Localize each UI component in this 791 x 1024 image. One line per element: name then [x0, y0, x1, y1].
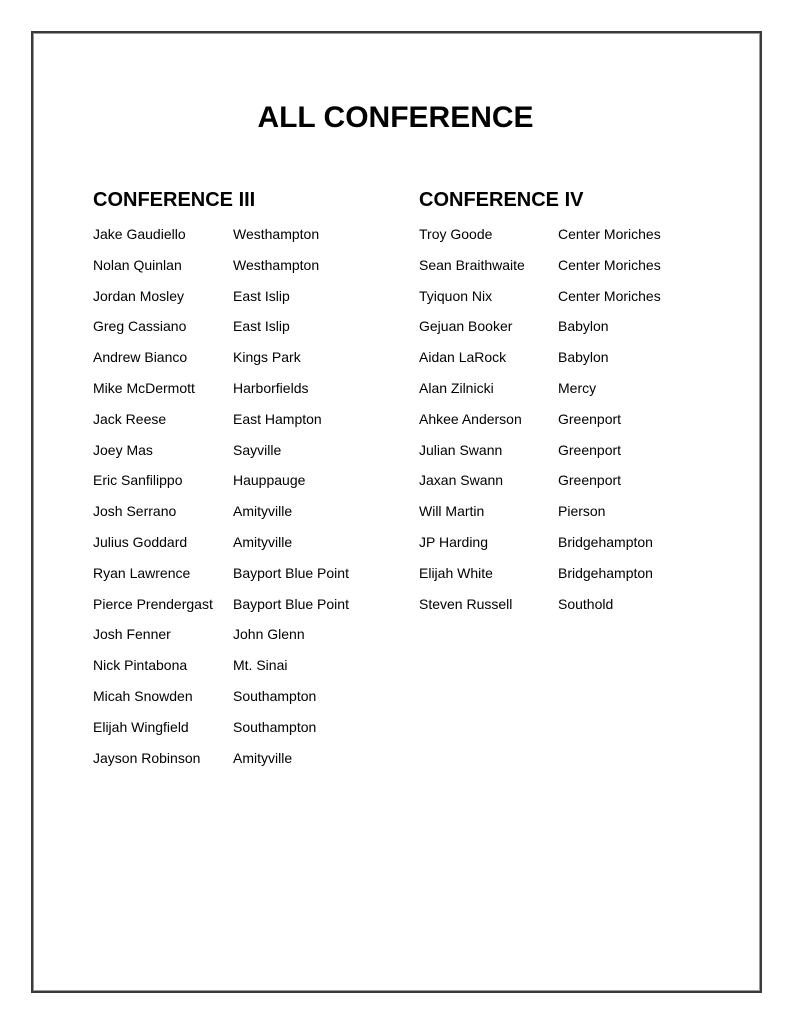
player-name: JP Harding	[419, 533, 489, 550]
player-name: Ahkee Anderson	[419, 410, 522, 427]
player-name: Alan Zilnicki	[419, 379, 494, 396]
roster-row	[93, 287, 290, 319]
conference-iii-section	[93, 188, 349, 780]
player-name: Pierce Prendergast	[93, 595, 213, 612]
roster-row	[419, 564, 653, 596]
school-name: Greenport	[558, 410, 622, 427]
school-name: Amityville	[233, 503, 293, 520]
player-name: Sean Braithwaite	[419, 256, 525, 273]
conference-iv-heading: CONFERENCE IV	[419, 189, 584, 211]
roster-row	[93, 472, 306, 503]
school-name: Amityville	[233, 749, 293, 766]
roster-row	[93, 595, 349, 627]
school-name: Babylon	[558, 318, 609, 335]
school-name: Kings Park	[233, 349, 301, 366]
roster-row	[93, 749, 293, 781]
player-name: Will Martin	[419, 503, 485, 520]
school-name: Southold	[558, 595, 614, 612]
player-name: Jake Gaudiello	[93, 226, 186, 242]
roster-row	[419, 379, 597, 411]
player-name: Josh Serrano	[93, 503, 177, 520]
school-name: John Glenn	[233, 626, 305, 643]
roster-row	[93, 256, 320, 288]
school-name: Mercy	[558, 379, 597, 396]
conference-iii-heading: CONFERENCE III	[93, 189, 256, 211]
roster-row	[93, 657, 288, 688]
school-name: Mt. Sinai	[233, 657, 288, 674]
player-name: Joey Mas	[93, 441, 153, 458]
school-name: Pierson	[558, 503, 606, 520]
player-name: Gejuan Booker	[419, 318, 513, 335]
roster-row	[419, 533, 653, 565]
roster-row	[93, 503, 293, 534]
school-name: Hauppauge	[233, 472, 306, 489]
school-name: Greenport	[558, 472, 622, 489]
roster-row	[419, 410, 622, 442]
roster-row	[419, 256, 661, 288]
roster-row	[93, 441, 282, 473]
player-name: Julian Swann	[419, 441, 503, 458]
school-name: Harborfields	[233, 379, 309, 396]
roster-row	[93, 718, 317, 750]
school-name: East Islip	[233, 318, 290, 335]
school-name: Bayport Blue Point	[233, 595, 349, 612]
roster-row	[93, 379, 309, 411]
roster-row	[419, 472, 622, 503]
player-name: Aidan LaRock	[419, 349, 507, 366]
player-name: Tyiquon Nix	[419, 287, 493, 304]
roster-row	[419, 441, 622, 473]
school-name: Center Moriches	[558, 256, 661, 273]
school-name: Southampton	[233, 687, 317, 704]
roster-row	[419, 226, 661, 257]
player-name: Elijah White	[419, 564, 493, 581]
roster-row	[419, 349, 609, 380]
player-name: Elijah Wingfield	[93, 718, 189, 735]
player-name: Josh Fenner	[93, 626, 171, 643]
school-name: East Islip	[233, 287, 290, 304]
player-name: Jaxan Swann	[419, 472, 504, 489]
school-name: Westhampton	[233, 256, 320, 273]
roster-row	[93, 318, 290, 349]
roster-row	[419, 287, 661, 319]
page-title: ALL CONFERENCE	[257, 101, 534, 134]
roster-row	[93, 533, 293, 565]
school-name: Sayville	[233, 441, 282, 458]
player-name: Jayson Robinson	[93, 749, 201, 766]
roster-row	[93, 687, 317, 719]
school-name: Babylon	[558, 349, 609, 366]
roster-row	[419, 503, 606, 534]
roster-row	[93, 226, 320, 257]
player-name: Mike McDermott	[93, 379, 195, 396]
school-name: Bayport Blue Point	[233, 564, 349, 581]
player-name: Steven Russell	[419, 595, 513, 612]
player-name: Eric Sanfilippo	[93, 472, 183, 489]
conference-iv-section	[419, 188, 661, 626]
player-name: Ryan Lawrence	[93, 564, 191, 581]
player-name: Jack Reese	[93, 410, 167, 427]
school-name: Center Moriches	[558, 226, 661, 242]
player-name: Greg Cassiano	[93, 318, 187, 335]
roster-row	[93, 564, 349, 596]
school-name: Westhampton	[233, 226, 320, 242]
school-name: Greenport	[558, 441, 622, 458]
roster-row	[93, 349, 301, 380]
school-name: Bridgehampton	[558, 564, 653, 581]
roster-row	[93, 626, 305, 657]
roster-row	[419, 595, 614, 627]
conference-iii-list	[93, 226, 349, 780]
school-name: East Hampton	[233, 410, 322, 427]
player-name: Andrew Bianco	[93, 349, 188, 366]
school-name: Center Moriches	[558, 287, 661, 304]
player-name: Julius Goddard	[93, 533, 188, 550]
roster-row	[93, 410, 322, 442]
school-name: Southampton	[233, 718, 317, 735]
player-name: Nick Pintabona	[93, 657, 188, 674]
roster-row	[419, 318, 609, 349]
conference-iv-list	[419, 226, 661, 626]
school-name: Amityville	[233, 533, 293, 550]
player-name: Jordan Mosley	[93, 287, 185, 304]
player-name: Troy Goode	[419, 226, 493, 242]
school-name: Bridgehampton	[558, 533, 653, 550]
player-name: Nolan Quinlan	[93, 256, 182, 273]
player-name: Micah Snowden	[93, 687, 193, 704]
